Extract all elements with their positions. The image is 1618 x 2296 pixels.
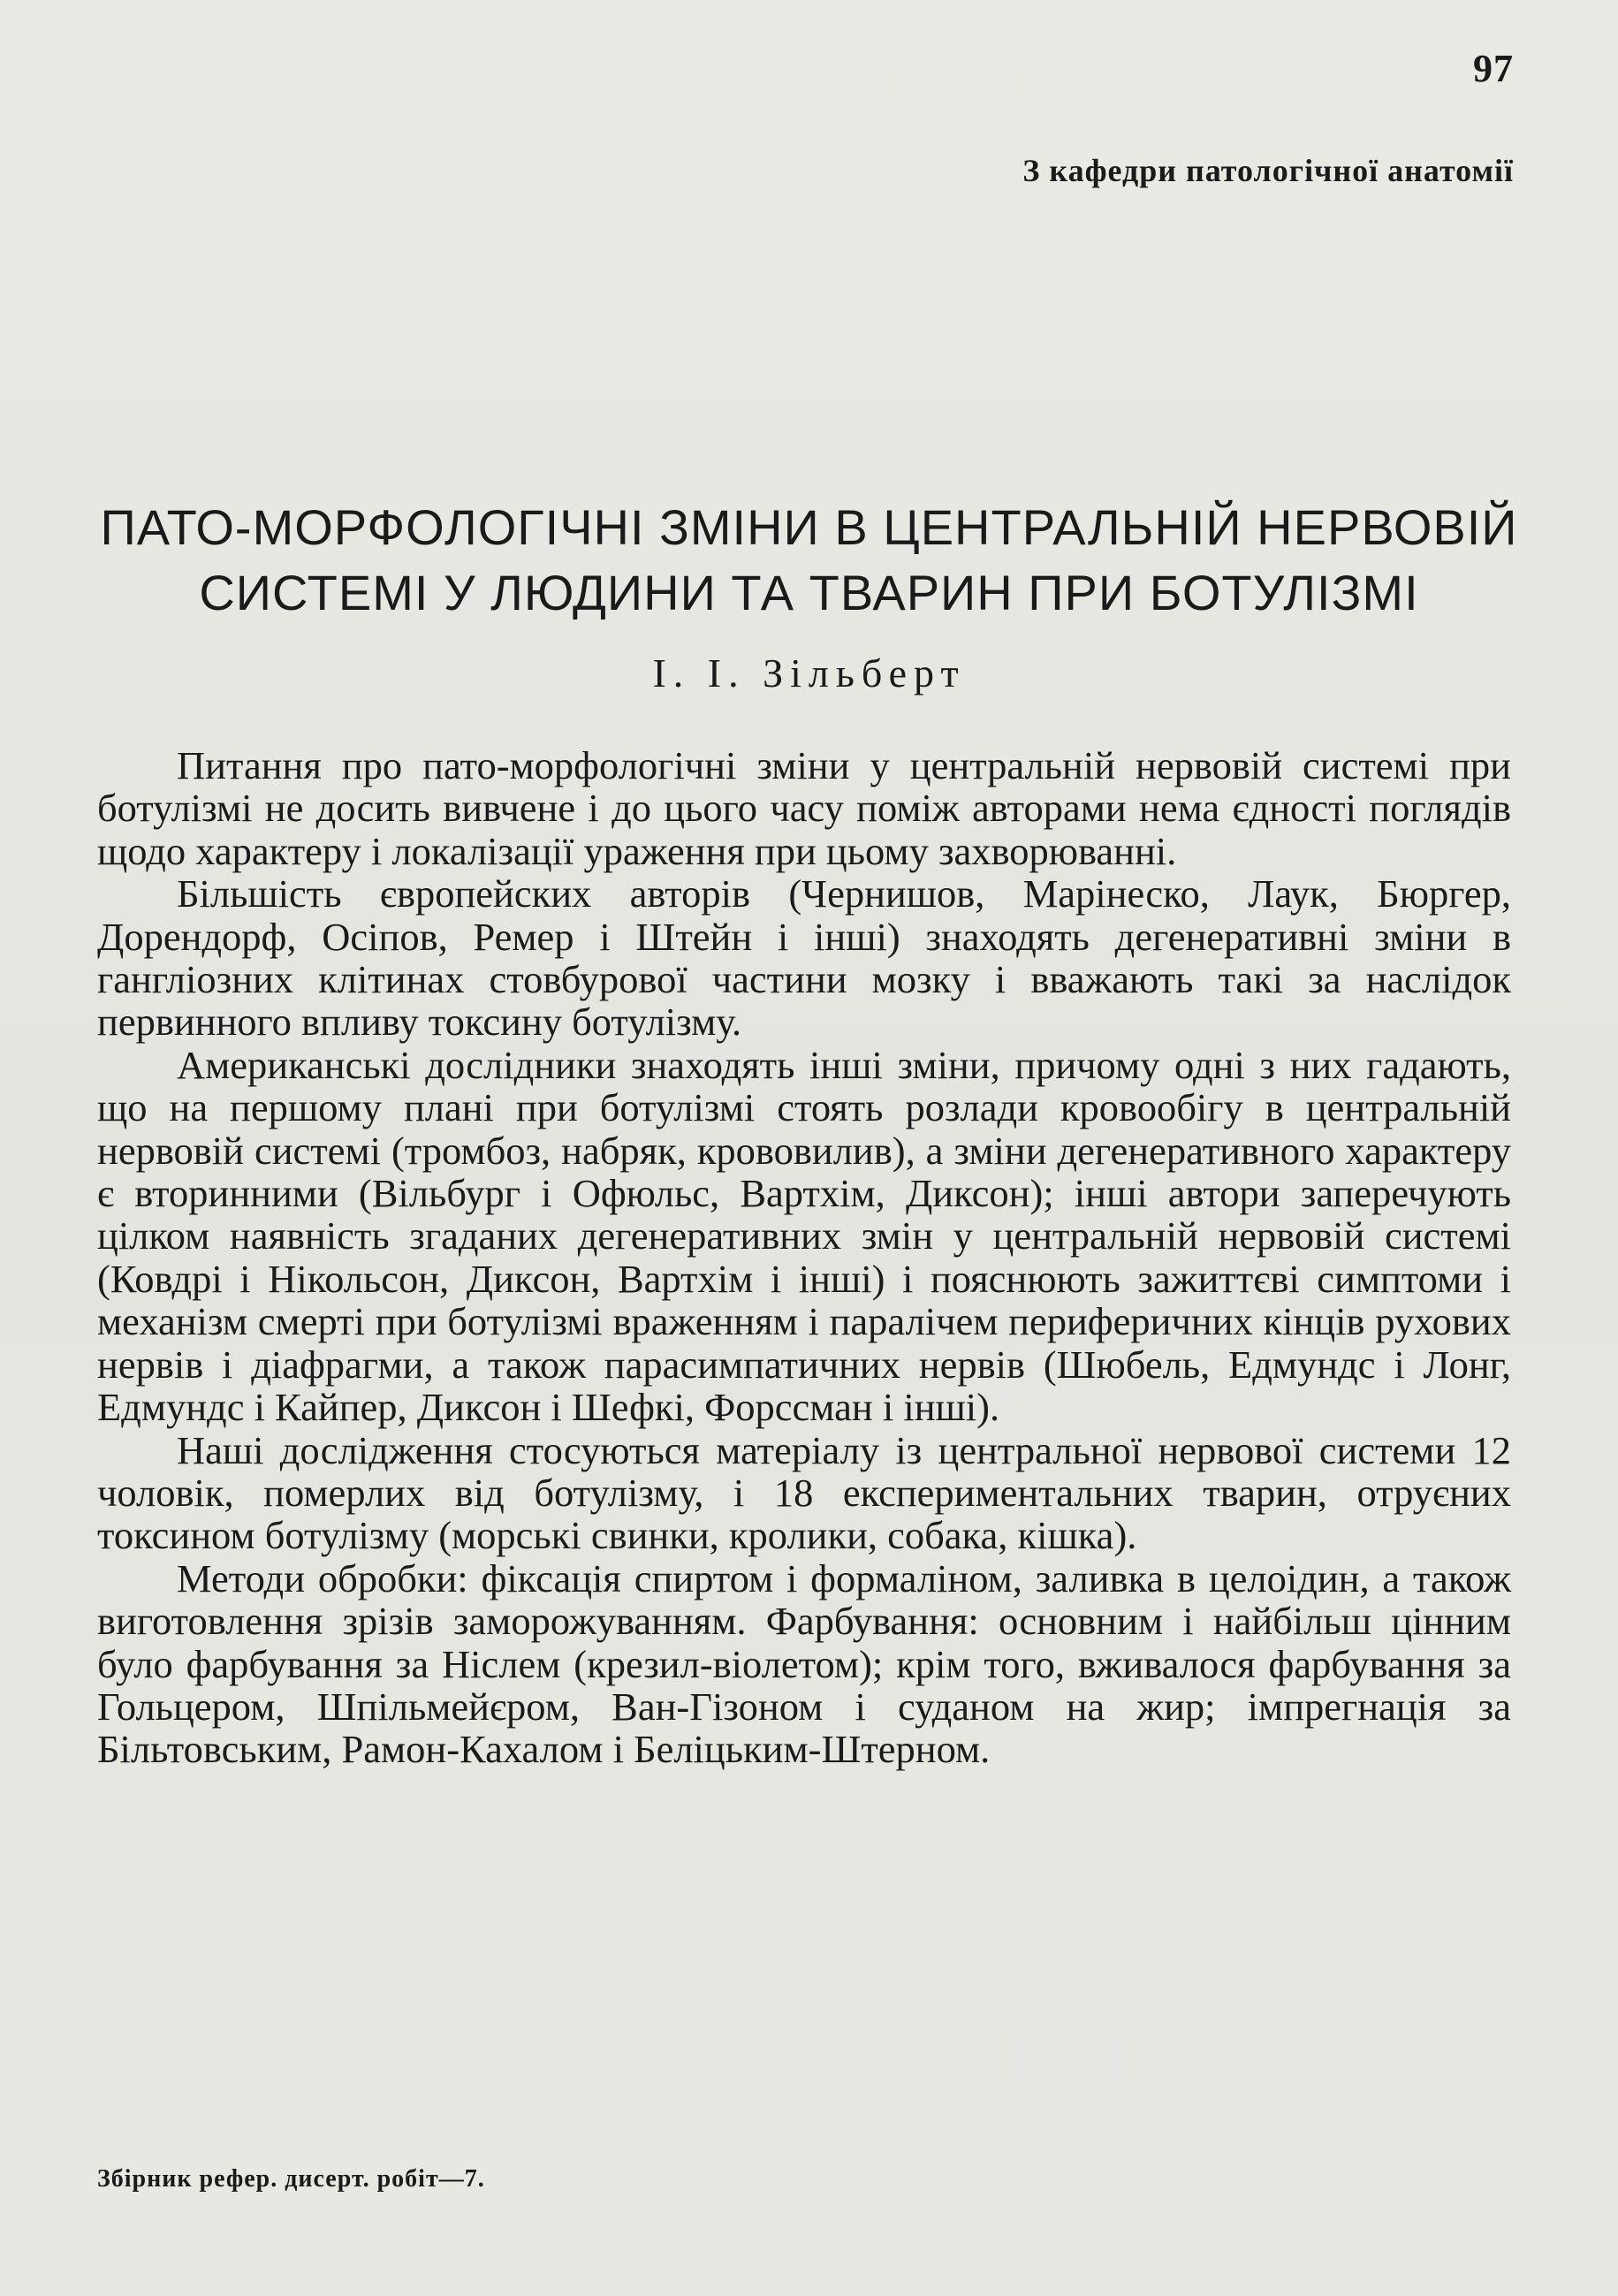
article-body xyxy=(97,744,1511,1771)
body-paragraph: Більшість європейских авторів (Чернишов, Марінеско, Лаук, Бюргер, Дорендорф, Осіпов, Ремер і Штейн і інші) знаходять дегенеративні зміни в гангліозних клітинах стовбурової частини мозку і вважають такі за наслідок первинного впливу токсину ботулізму. xyxy=(97,871,1511,1045)
body-paragraph: Методи обробки: фіксація спиртом і формаліном, заливка в целоідин, а також виготовлення зрізів заморожуванням. Фарбування: основним і найбільш цінним було фарбування за Ніслем (крезил-віолетом); крім того, вживалося фарбування за Гольцером, Шпільмейєром, Ван-Гізоном і суданом на жир; імпрегнація за Більтовським, Рамон-Кахалом і Беліцьким-Штерном. xyxy=(97,1555,1511,1772)
body-paragraph: Питання про пато-морфологічні зміни у центральній нервовій системі при ботулізмі не досить вивчене і до цього часу поміж авторами нема єдності поглядів щодо характеру і локалізації ураження при цьому захворюванні. xyxy=(97,743,1511,873)
footer-signature: Збірник рефер. дисерт. робіт—7. xyxy=(97,2165,485,2193)
department-heading: З кафедри патологічної анатомії xyxy=(1022,153,1514,188)
body-paragraph: Американські дослідники знаходять інші зміни, причому одні з них гадають, що на першому плані при ботулізмі стоять розлади кровообігу в центральній нервовій системі (тромбоз, набряк, крововилив), а зміни дегенеративного характеру є вторинними (Вільбург і Офюльс, Вартхім, Диксон); інші автори заперечують цілком наявність згаданих дегенеративних змін у центральній нервовій системі (Ковдрі і Нікольсон, Диксон, Вартхім і інші) і пояснюють зажиттєві симптоми і механізм смерті при ботулізмі враженням і паралічем периферичних кінців рухових нервів і діафрагми, а також парасимпатичних нервів (Шюбель, Едмундс і Лонг, Едмундс і Кайпер, Диксон і Шефкі, Форссман і інші). xyxy=(97,1042,1511,1430)
article-author: І. І. Зільберт xyxy=(652,650,966,696)
body-paragraph: Наші дослідження стосуються матеріалу із центральної нервової системи 12 чоловік, померлих від ботулізму, і 18 експериментальних тварин, отруєних токсином ботулізму (морські свинки, кролики, собака, кішка). xyxy=(97,1427,1511,1558)
article-title-line: СИСТЕМІ У ЛЮДИНИ ТА ТВАРИН ПРИ БОТУЛІЗМІ xyxy=(199,565,1419,620)
article-title xyxy=(71,495,1547,626)
article-title-line: ПАТО-МОРФОЛОГІЧНІ ЗМІНИ В ЦЕНТРАЛЬНІЙ НЕРВОВІЙ xyxy=(100,499,1518,555)
page-number: 97 xyxy=(1473,47,1514,90)
